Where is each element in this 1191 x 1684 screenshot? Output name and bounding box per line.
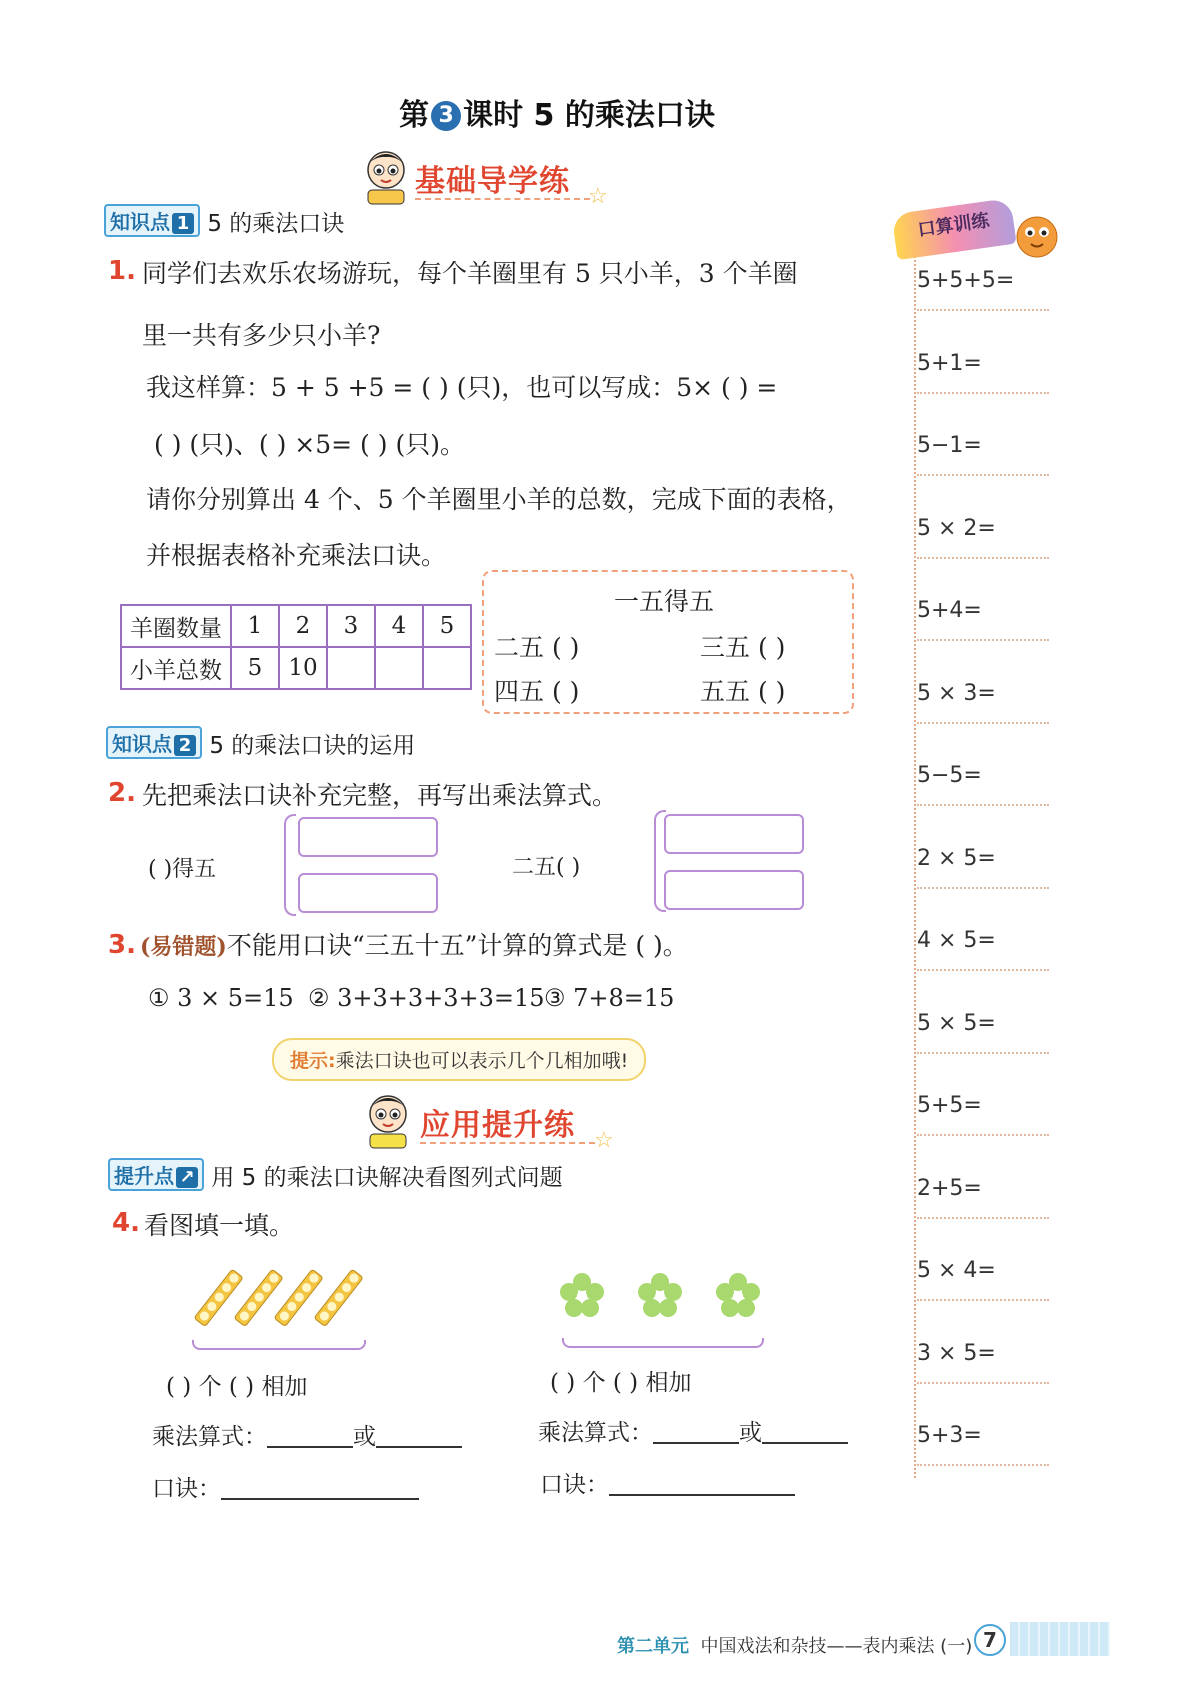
kid-icon [362, 1092, 414, 1150]
oral-calc-item[interactable] [917, 1258, 1049, 1301]
table-cell: 5 [423, 605, 471, 647]
table-row [121, 605, 471, 647]
answer-line[interactable] [917, 309, 1049, 311]
q4-text: 看图填一填。 [144, 1211, 295, 1240]
oral-calc-expression: 5+5= [917, 1093, 982, 1118]
table-cell[interactable] [423, 647, 471, 689]
answer-line[interactable] [917, 639, 1049, 641]
q3-option-3[interactable]: ③ 7+8=15 [544, 984, 675, 1012]
oral-calc-item[interactable] [917, 433, 1049, 476]
table-cell: 4 [375, 605, 423, 647]
oral-calc-expression: 2 × 5= [917, 845, 996, 871]
answer-line[interactable] [917, 1052, 1049, 1054]
section-title-basic: 基础导学练 [415, 164, 570, 199]
hint-box [272, 1038, 646, 1081]
q3-question[interactable]: 不能用口诀“三五十五”计算的算式是 ( )。 [226, 931, 688, 960]
knowledge-tag: 知识点 2 [106, 726, 202, 759]
answer-line[interactable] [917, 969, 1049, 971]
lesson-number-badge: 3 [431, 101, 461, 131]
hint-text: 乘法口诀也可以表示几个几相加哦! [335, 1050, 629, 1072]
table-cell[interactable] [327, 647, 375, 689]
oral-calc-expression: 2+5= [917, 1175, 982, 1201]
oral-calc-expression: 5 × 5= [917, 1010, 996, 1036]
answer-line[interactable] [917, 1217, 1049, 1219]
oral-calc-item[interactable] [917, 1341, 1049, 1384]
q3-text [140, 926, 688, 962]
oral-calc-item[interactable] [917, 1423, 1049, 1466]
oral-calc-expression: 5−5= [917, 763, 982, 788]
table-header-pens: 羊圈数量 [121, 605, 231, 647]
q4-right-addition[interactable]: ( ) 个 ( ) 相加 [550, 1370, 692, 1396]
brace-left [284, 814, 296, 916]
answer-line[interactable] [917, 1464, 1049, 1466]
oral-calc-item[interactable] [917, 1011, 1049, 1054]
page-number: 7 [974, 1624, 1006, 1656]
q4-left-addition[interactable]: ( ) 个 ( ) 相加 [166, 1374, 308, 1400]
answer-line[interactable] [917, 557, 1049, 559]
oral-calc-expression: 5+3= [917, 1423, 982, 1448]
rhyme-blank-3[interactable]: 四五 ( ) [494, 677, 580, 706]
workbook-page [42, 18, 1152, 1668]
answer-line[interactable] [917, 392, 1049, 394]
table-cell: 3 [327, 605, 375, 647]
q4-right-rhyme[interactable]: 口诀： [540, 1466, 795, 1499]
oral-calc-expression: 5 × 2= [917, 515, 996, 541]
question-3-number: 3. [108, 930, 136, 960]
oral-calc-expression: 3 × 5= [917, 1340, 996, 1366]
footer-decoration [1010, 1622, 1110, 1656]
rhyme-blank-1[interactable]: 二五 ( ) [494, 633, 580, 662]
sheep-table [120, 604, 472, 690]
title-text: 课时 5 的乘法口诀 [463, 98, 715, 133]
oral-calc-item[interactable] [917, 1093, 1049, 1136]
oral-calc-item[interactable] [917, 268, 1049, 311]
oral-calc-expression: 5 × 4= [917, 1258, 996, 1283]
oral-calc-item[interactable] [917, 681, 1049, 724]
star-icon: ☆ [588, 184, 608, 209]
answer-line[interactable] [917, 722, 1049, 724]
hint-label: 提示: [290, 1050, 336, 1072]
knowledge-tag: 知识点 1 [104, 204, 200, 237]
q1-line-2: 里一共有多少只小羊? [142, 321, 381, 350]
knowledge-point-2 [106, 726, 415, 760]
flower-picture [552, 1266, 772, 1332]
oral-calc-expression: 5+4= [917, 598, 982, 623]
banner-underline [415, 198, 590, 200]
table-row [121, 647, 471, 689]
footer-chapter: 中国戏法和杂技——表内乘法 (一) [700, 1636, 973, 1657]
rhyme-blank-2[interactable]: 三五 ( ) [700, 633, 786, 662]
q1-line-3[interactable]: 我这样算：5 + 5 +5 = ( ) (只)，也可以写成：5× ( ) = [146, 373, 778, 402]
knowledge-point-1 [104, 204, 344, 238]
improvement-point [108, 1158, 563, 1192]
bracket-right [562, 1338, 764, 1348]
improvement-point-text: 用 5 的乘法口诀解决看图列式问题 [211, 1165, 563, 1191]
q3-option-2[interactable]: ② 3+3+3+3+3=15 [308, 984, 545, 1012]
oral-calc-title: 口算训练 [891, 198, 1016, 260]
table-cell[interactable]: 5 [231, 647, 279, 689]
oral-calc-list [917, 208, 1065, 1483]
title-prefix: 第 [399, 98, 430, 133]
footer-unit: 第二单元 [617, 1636, 689, 1657]
q1-line-5: 请你分别算出 4 个、5 个羊圈里小羊的总数，完成下面的表格， [146, 485, 852, 514]
q4-left-rhyme[interactable]: 口诀： [152, 1470, 419, 1503]
oral-calc-item[interactable] [917, 516, 1049, 559]
rhyme-given: 一五得五 [614, 587, 715, 616]
question-1-number: 1. [108, 256, 136, 286]
star-icon: ☆ [594, 1128, 614, 1153]
answer-box[interactable] [298, 873, 438, 913]
q2-rhyme-left[interactable]: ( )得五 [148, 857, 217, 882]
oral-calc-expression: 4 × 5= [917, 928, 996, 953]
section-banner-apply [362, 1090, 622, 1153]
oral-calc-item[interactable] [917, 351, 1049, 394]
banner-underline [420, 1142, 595, 1144]
answer-box[interactable] [664, 814, 804, 854]
sidebar-divider [914, 223, 916, 1478]
kid-icon [360, 148, 412, 206]
footer-text [617, 1632, 972, 1658]
q1-line-1: 同学们去欢乐农场游玩，每个羊圈里有 5 只小羊，3 个羊圈 [142, 259, 798, 288]
q2-rhyme-right[interactable]: 二五( ) [512, 855, 581, 880]
table-header-sheep: 小羊总数 [121, 647, 231, 689]
bracket-left [192, 1340, 366, 1350]
knowledge-point-text: 5 的乘法口诀的运用 [209, 733, 416, 759]
page-title [42, 90, 1072, 134]
oral-calc-item[interactable] [917, 763, 1049, 806]
egg-tray-picture [190, 1256, 370, 1336]
oral-calc-expression: 5−1= [917, 433, 982, 458]
oral-calc-expression: 5+1= [917, 350, 982, 376]
oral-calc-item[interactable] [917, 1176, 1049, 1219]
question-4-number: 4. [112, 1208, 140, 1238]
section-banner-basic [360, 146, 610, 209]
question-2-number: 2. [108, 778, 136, 808]
table-cell[interactable]: 10 [279, 647, 327, 689]
table-cell: 2 [279, 605, 327, 647]
q4-left-formula[interactable]: 乘法算式： 或 [152, 1418, 462, 1451]
q1-line-6: 并根据表格补充乘法口诀。 [146, 541, 447, 570]
table-cell[interactable] [375, 647, 423, 689]
answer-line[interactable] [917, 1299, 1049, 1301]
error-prone-tag: (易错题) [140, 934, 227, 960]
answer-box[interactable] [664, 870, 804, 910]
table-cell: 1 [231, 605, 279, 647]
q1-line-4[interactable]: ( ) (只)、( ) ×5= ( ) (只)。 [154, 430, 465, 459]
answer-line[interactable] [917, 1382, 1049, 1384]
oral-calc-item[interactable] [917, 846, 1049, 889]
answer-line[interactable] [917, 804, 1049, 806]
oral-calc-item[interactable] [917, 928, 1049, 971]
q4-right-formula[interactable]: 乘法算式： 或 [538, 1414, 848, 1447]
improvement-tag: 提升点 ↗ [108, 1158, 204, 1191]
answer-line[interactable] [917, 1134, 1049, 1136]
oral-calc-expression: 5 × 3= [917, 680, 996, 706]
oral-calc-item[interactable] [917, 598, 1049, 641]
rhyme-box [482, 570, 854, 714]
answer-box[interactable] [298, 817, 438, 857]
answer-line[interactable] [917, 887, 1049, 889]
q2-text: 先把乘法口诀补充完整，再写出乘法算式。 [142, 781, 618, 810]
section-title-apply: 应用提升练 [420, 1108, 575, 1143]
oral-calc-expression: 5+5+5= [917, 268, 1015, 293]
rhyme-blank-4[interactable]: 五五 ( ) [700, 677, 786, 706]
answer-line[interactable] [917, 474, 1049, 476]
knowledge-point-text: 5 的乘法口诀 [207, 211, 345, 237]
q3-option-1[interactable]: ① 3 × 5=15 [148, 984, 294, 1012]
